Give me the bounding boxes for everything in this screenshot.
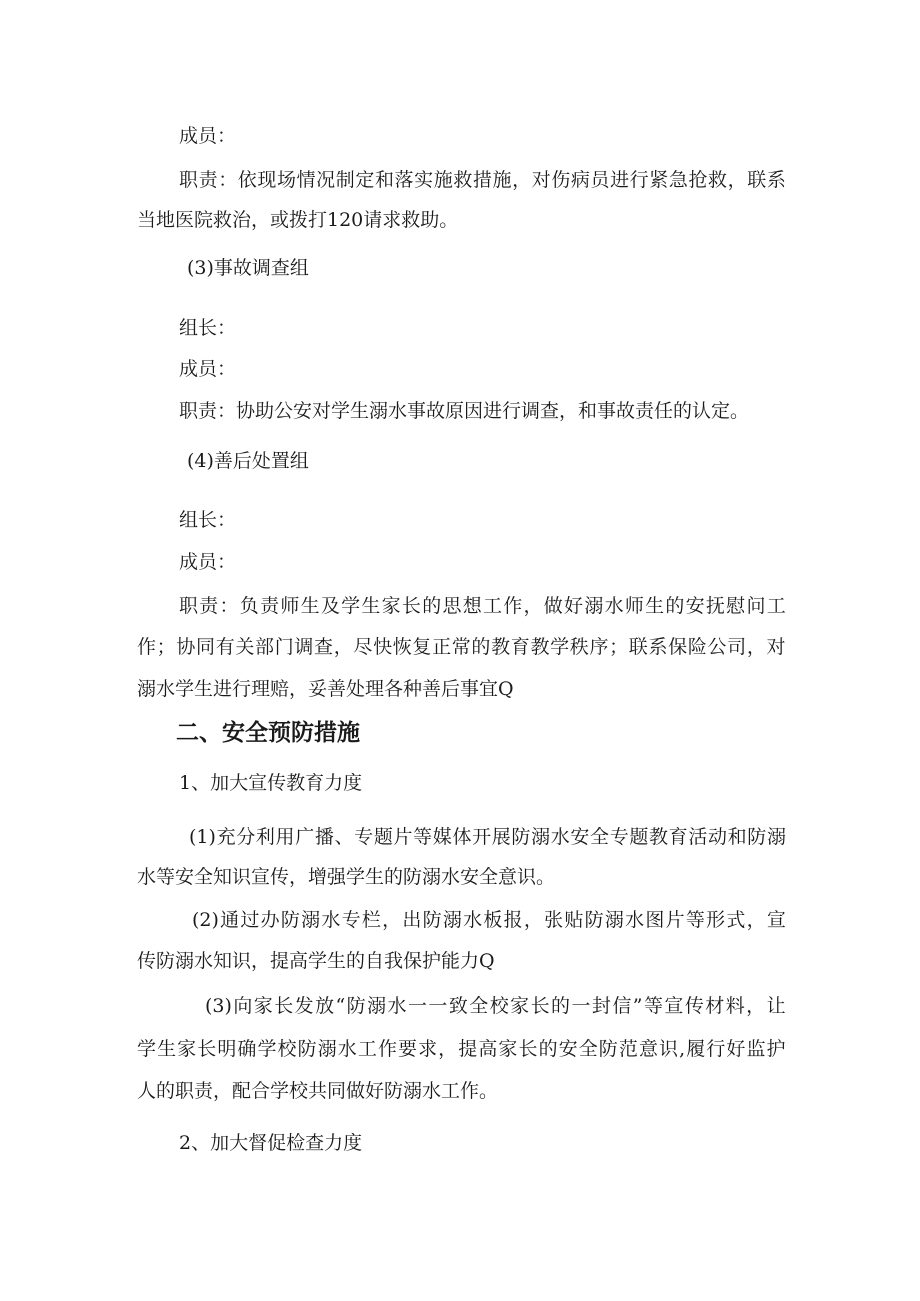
item-1-line-2: 水等安全知识宣传，增强学生的防溺水安全意识。 — [137, 866, 556, 888]
item-3-line-2: 学 生 家 长 明 确 学 校 防 溺 水 工 作 要 求 ， 提 高 家 长 的 安 全 防 范 意 识 , 履 行 好 监 护 — [137, 1038, 786, 1060]
rescue-group-duty-line-2: 当地医院救治，或拨打120请求救助。 — [137, 209, 459, 231]
item-1-line-1: (1) 充 分 利 用 广 播 、 专 题 片 等 媒 体 开 展 防 溺 水 安 全 专 题 教 育 活 动 和 防 溺 — [189, 826, 786, 848]
rescue-group-duty-line-1: 职 责 ： 依 现 场 情 况 制 定 和 落 实 施 救 措 施 ， 对 伤 病 员 进 行 紧 急 抢 救 ， 联 系 — [179, 169, 786, 191]
aftermath-group-duty-line-3: 溺水学生进行理赔，妥善处理各种善后事宜Q — [137, 678, 514, 700]
aftermath-group-leader: 组长： — [179, 509, 237, 531]
item-3-line-1: (3) 向 家 长 发 放 “ 防 溺 水 一 一 致 全 校 家 长 的 一 封 信 ” 等 宣 传 材 料 ， 让 — [205, 995, 786, 1017]
item-2-line-2: 传防溺水知识，提高学生的自我保护能力Q — [137, 950, 495, 972]
item-2-line-1: (2) 通 过 办 防 溺 水 专 栏 ， 出 防 溺 水 板 报 ， 张 贴 防 溺 水 图 片 等 形 式 ， 宣 — [192, 909, 786, 931]
investigation-group-leader: 组长： — [179, 317, 237, 339]
subsection-2-heading: 2、加大督促检查力度 — [179, 1132, 363, 1154]
aftermath-group-members: 成员： — [179, 551, 237, 573]
aftermath-group-heading: (4)善后处置组 — [187, 450, 309, 472]
aftermath-group-duty-line-1: 职 责 ： 负 责 师 生 及 学 生 家 长 的 思 想 工 作 ， 做 好 溺 水 师 生 的 安 抚 慰 问 工 — [179, 595, 786, 617]
investigation-group-heading: (3)事故调查组 — [187, 257, 309, 279]
section-heading: 二、安全预防措施 — [176, 720, 360, 746]
rescue-group-members: 成员： — [179, 125, 237, 147]
investigation-group-members: 成员： — [179, 358, 237, 380]
item-3-line-3: 人的职责，配合学校共同做好防溺水工作。 — [137, 1080, 499, 1102]
investigation-group-duty: 职责：协助公安对学生溺水事故原因进行调查，和事故责任的认定。 — [179, 400, 750, 422]
subsection-1-heading: 1、加大宣传教育力度 — [179, 772, 363, 794]
aftermath-group-duty-line-2: 作 ； 协 同 有 关 部 门 调 查 ， 尽 快 恢 复 正 常 的 教 育 教 学 秩 序 ； 联 系 保 险 公 司 ， 对 — [137, 636, 786, 658]
